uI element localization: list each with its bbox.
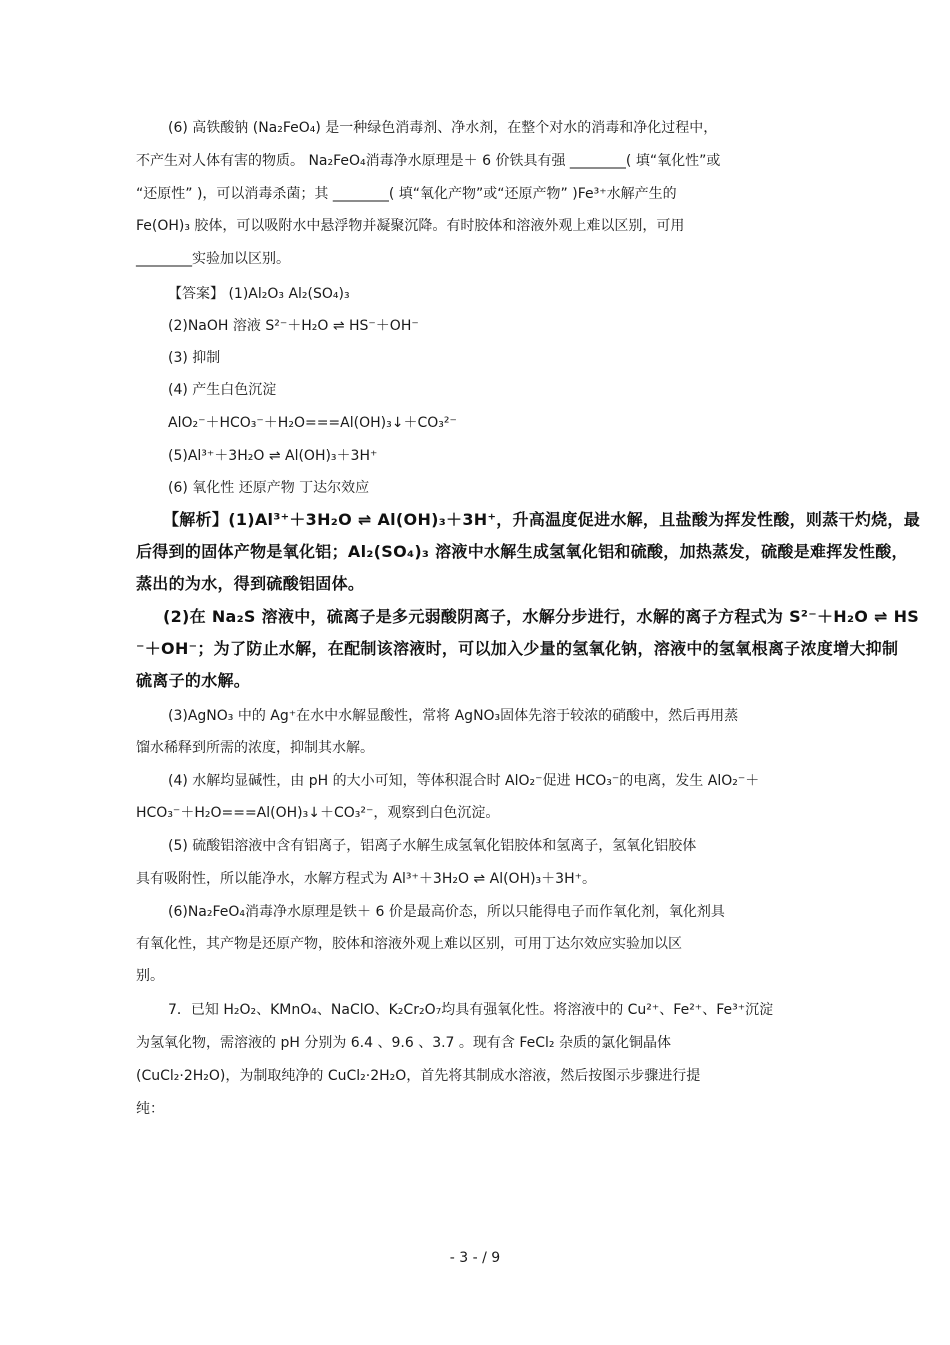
q7-line-1: 7．已知 H₂O₂、KMnO₄、NaClO、K₂Cr₂O₇均具有强氧化性。将溶液中的 Cu²⁺、Fe²⁺、Fe³⁺沉淀 (168, 1002, 774, 1018)
analysis-bold-line-2: 后得到的固体产物是氧化铝；Al₂(SO₄)₃ 溶液中水解生成氢氧化铝和硫酸，加热蒸发，硫酸是难挥发性酸， (136, 542, 908, 561)
answer-line-1: 【答案】 (1)Al₂O₃ Al₂(SO₄)₃ (168, 286, 350, 302)
answer-line-4: (4) 产生白色沉淀 (168, 382, 277, 398)
analysis-bold-line-1: 【解析】(1)Al³⁺＋3H₂O ⇌ Al(OH)₃＋3H⁺，升高温度促进水解，且盐酸为挥发性酸，则蒸干灼烧，最 (163, 510, 921, 529)
analysis-line-8: 有氧化性，其产物是还原产物，胶体和溶液外观上难以区别，可用丁达尔效应实验加以区 (136, 936, 682, 952)
page-number: - 3 - / 9 (449, 1250, 501, 1266)
q6-line-4: Fe(OH)₃ 胶体，可以吸附水中悬浮物并凝聚沉降。有时胶体和溶液外观上难以区别，可用 (136, 218, 685, 234)
analysis-bold-line-6: 硫离子的水解。 (136, 671, 251, 690)
analysis-line-3: (4) 水解均显碱性，由 pH 的大小可知，等体积混合时 AlO₂⁻促进 HCO₃⁻的电离，发生 AlO₂⁻＋ (168, 773, 760, 789)
answer-line-2: (2)NaOH 溶液 S²⁻＋H₂O ⇌ HS⁻＋OH⁻ (168, 318, 419, 334)
analysis-line-6: 具有吸附性，所以能净水，水解方程式为 Al³⁺＋3H₂O ⇌ Al(OH)₃＋3H⁺。 (136, 871, 596, 887)
q6-line-3: “还原性” )，可以消毒杀菌；其 ________( 填“氧化产物”或“还原产物” )Fe³⁺水解产生的 (136, 186, 677, 202)
q7-line-2: 为氢氧化物，需溶液的 pH 分别为 6.4 、9.6 、3.7 。现有含 FeCl₂ 杂质的氯化铜晶体 (136, 1035, 671, 1051)
analysis-bold-line-5: ⁻＋OH⁻；为了防止水解，在配制该溶液时，可以加入少量的氢氧化钠，溶液中的氢氧根离子浓度增大抑制 (136, 639, 899, 658)
analysis-line-4: HCO₃⁻＋H₂O===Al(OH)₃↓＋CO₃²⁻，观察到白色沉淀。 (136, 805, 500, 821)
q7-line-3: (CuCl₂·2H₂O)，为制取纯净的 CuCl₂·2H₂O，首先将其制成水溶液，然后按图示步骤进行提 (136, 1068, 701, 1084)
analysis-line-9: 别。 (136, 968, 164, 984)
q6-line-5: ________实验加以区别。 (136, 251, 290, 267)
analysis-line-1: (3)AgNO₃ 中的 Ag⁺在水中水解显酸性，常将 AgNO₃固体先溶于较浓的硝酸中，然后再用蒸 (168, 708, 739, 724)
analysis-line-7: (6)Na₂FeO₄消毒净水原理是铁＋ 6 价是最高价态，所以只能得电子而作氧化剂，氧化剂具 (168, 904, 725, 920)
analysis-line-5: (5) 硫酸铝溶液中含有铝离子，铝离子水解生成氢氧化铝胶体和氢离子，氢氧化铝胶体 (168, 838, 697, 854)
answer-line-5: AlO₂⁻＋HCO₃⁻＋H₂O===Al(OH)₃↓＋CO₃²⁻ (168, 415, 457, 431)
q6-line-2: 不产生对人体有害的物质。 Na₂FeO₄消毒净水原理是＋ 6 价铁具有强 ________( 填“氧化性”或 (136, 153, 721, 169)
answer-line-3: (3) 抑制 (168, 350, 221, 366)
answer-line-7: (6) 氧化性 还原产物 丁达尔效应 (168, 480, 370, 496)
analysis-line-2: 馏水稀释到所需的浓度，抑制其水解。 (136, 740, 374, 756)
analysis-bold-line-4: (2)在 Na₂S 溶液中，硫离子是多元弱酸阴离子，水解分步进行，水解的离子方程式为 S²⁻＋H₂O ⇌ HS (163, 607, 920, 626)
q6-line-1: (6) 高铁酸钠 (Na₂FeO₄) 是一种绿色消毒剂、净水剂，在整个对水的消毒和净化过程中， (168, 120, 718, 136)
analysis-bold-line-3: 蒸出的为水，得到硫酸铝固体。 (136, 574, 365, 593)
answer-line-6: (5)Al³⁺＋3H₂O ⇌ Al(OH)₃＋3H⁺ (168, 448, 378, 464)
q7-line-4: 纯： (136, 1101, 164, 1117)
